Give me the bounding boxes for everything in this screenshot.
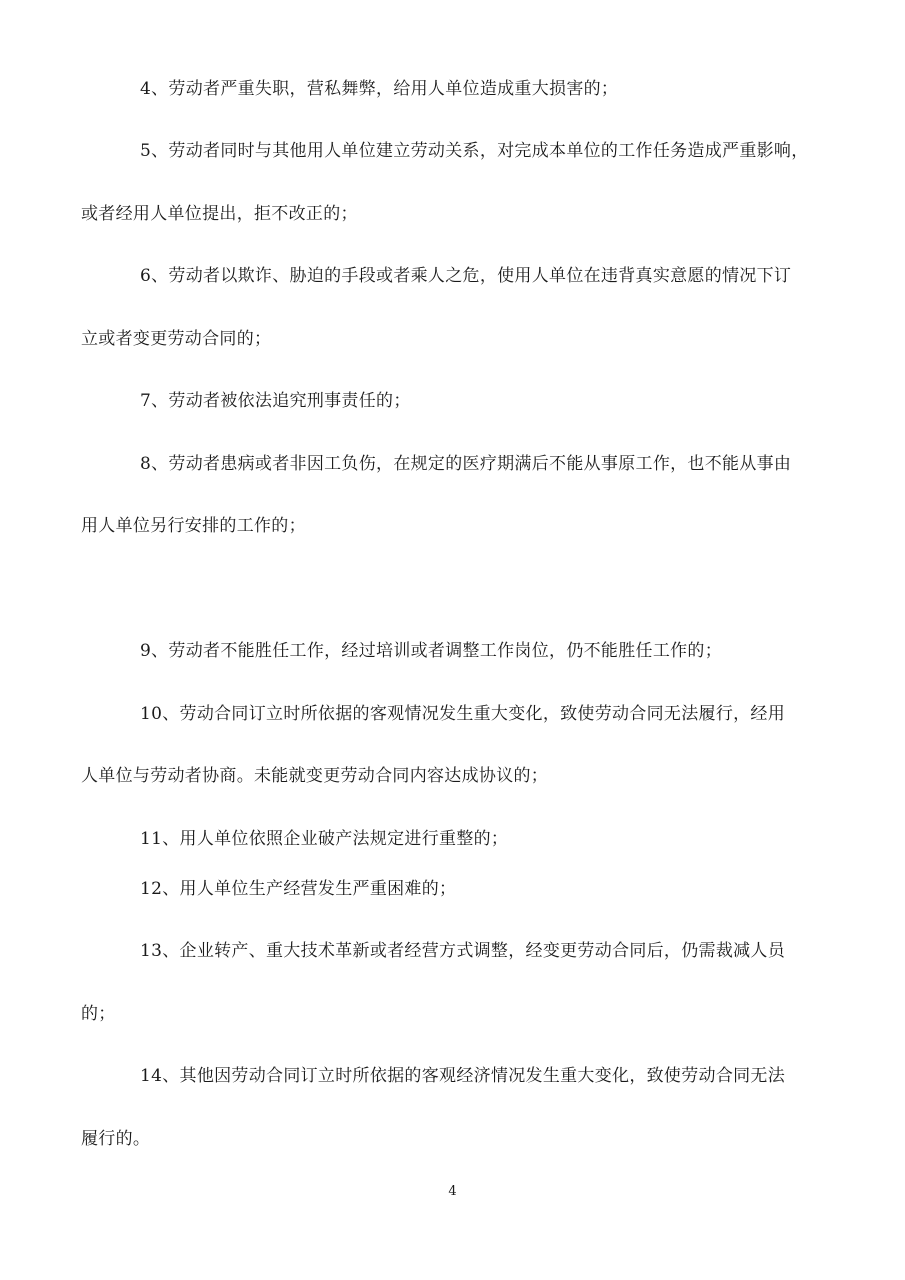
clause-5-line-1: 5、劳动者同时与其他用人单位建立劳动关系，对完成本单位的工作任务造成严重影响， bbox=[140, 141, 809, 161]
clause-12: 12、用人单位生产经营发生严重困难的； bbox=[140, 879, 457, 899]
clause-13-line-1: 13、企业转产、重大技术革新或者经营方式调整，经变更劳动合同后，仍需裁减人员 bbox=[140, 941, 786, 961]
clause-14-line-2: 履行的。 bbox=[81, 1129, 151, 1149]
clause-4: 4、劳动者严重失职，营私舞弊，给用人单位造成重大损害的； bbox=[140, 79, 619, 99]
clause-6-line-2: 立或者变更劳动合同的； bbox=[81, 329, 272, 349]
clause-8-line-2: 用人单位另行安排的工作的； bbox=[81, 516, 306, 536]
clause-5-line-2: 或者经用人单位提出，拒不改正的； bbox=[81, 204, 358, 224]
page-number: 4 bbox=[448, 1184, 457, 1199]
clause-10-line-1: 10、劳动合同订立时所依据的客观情况发生重大变化，致使劳动合同无法履行，经用 bbox=[140, 704, 786, 724]
clause-8-line-1: 8、劳动者患病或者非因工负伤，在规定的医疗期满后不能从事原工作，也不能从事由 bbox=[140, 454, 792, 474]
clause-6-line-1: 6、劳动者以欺诈、胁迫的手段或者乘人之危，使用人单位在违背真实意愿的情况下订 bbox=[140, 266, 792, 286]
clause-11: 11、用人单位依照企业破产法规定进行重整的； bbox=[140, 829, 509, 849]
clause-9: 9、劳动者不能胜任工作，经过培训或者调整工作岗位，仍不能胜任工作的； bbox=[140, 641, 723, 661]
clause-10-line-2: 人单位与劳动者协商。未能就变更劳动合同内容达成协议的； bbox=[81, 766, 549, 786]
clause-7: 7、劳动者被依法追究刑事责任的； bbox=[140, 391, 411, 411]
clause-13-line-2: 的； bbox=[81, 1004, 116, 1024]
clause-14-line-1: 14、其他因劳动合同订立时所依据的客观经济情况发生重大变化，致使劳动合同无法 bbox=[140, 1066, 786, 1086]
